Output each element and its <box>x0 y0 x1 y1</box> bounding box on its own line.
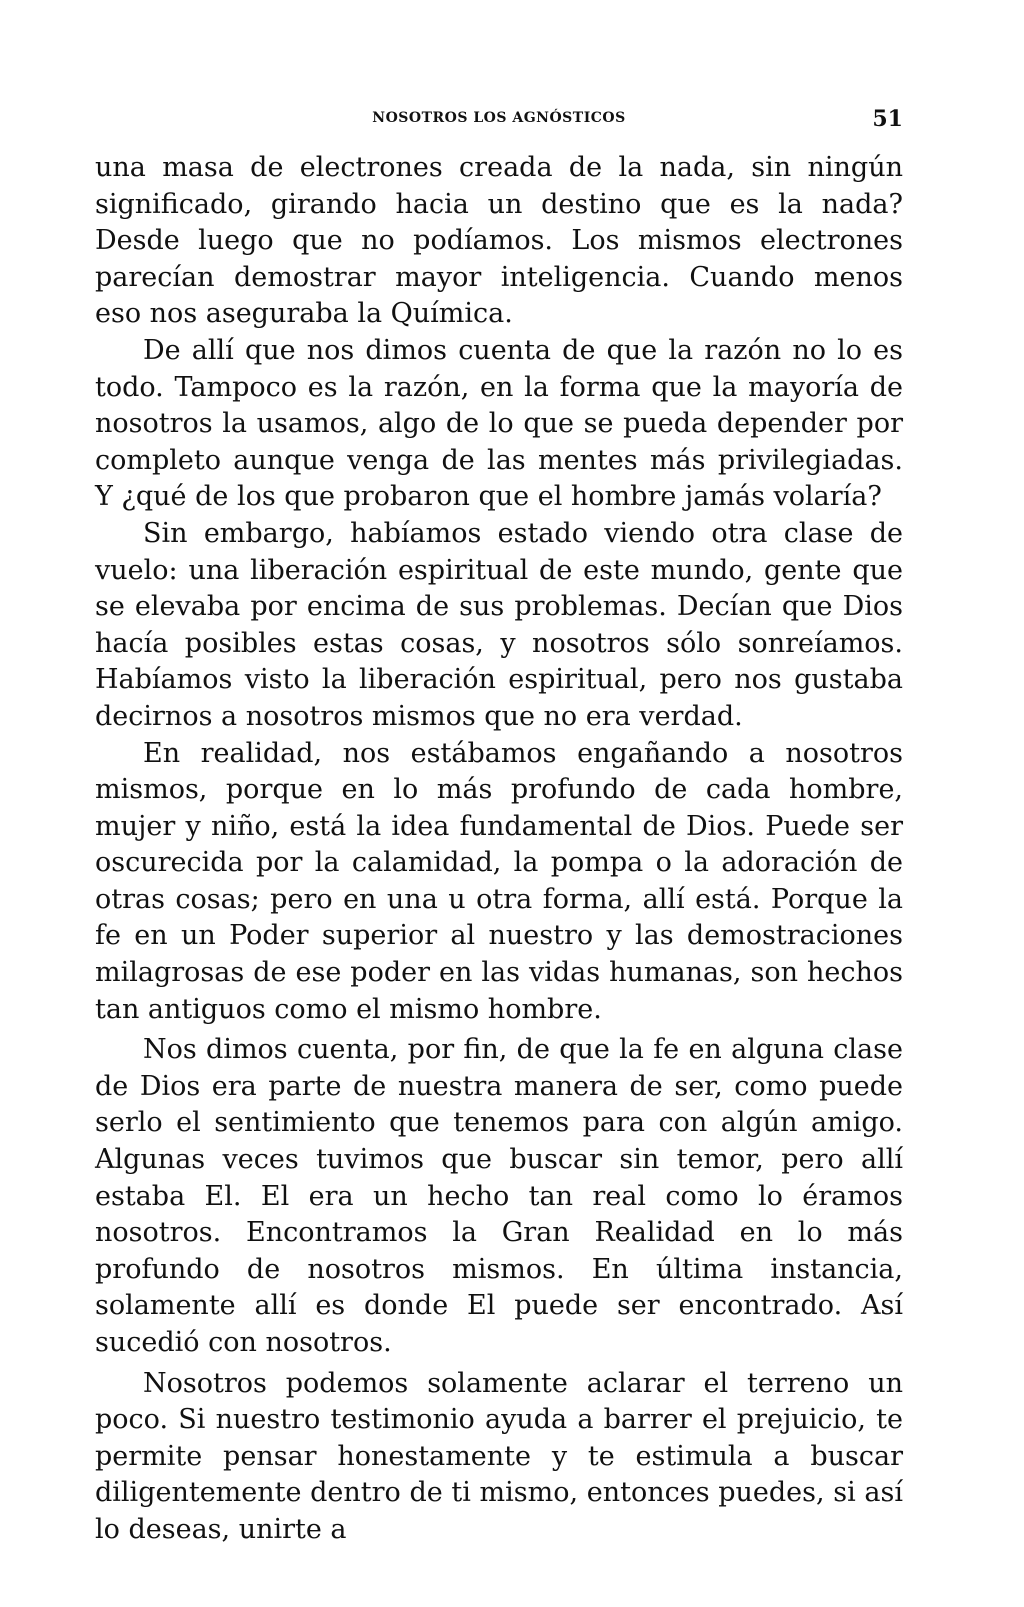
paragraph-5: Nos dimos cuenta, por fin, de que la fe en alguna clase de Dios era parte de nuestra manera de ser, como puede serlo el sentimiento que tenemos para con algún amigo. Algunas veces tuvimos que buscar sin temor, pero allí estaba El. El era un hecho tan real como lo éramos nosotros. Encontramos la Gran Realidad en lo más profundo de nosotros mismos. En última instancia, solamente allí es donde El puede ser encontrado. Así sucedió con nosotros. <box>95 1034 903 1358</box>
paragraph-1: una masa de electrones creada de la nada, sin ningún significado, girando hacia un destino que es la nada? Desde luego que no podíamos. Los mismos electrones parecían demostrar mayor inteligencia. Cuando menos eso nos aseguraba la Química. <box>95 152 903 330</box>
running-title: NOSOTROS LOS AGNÓSTICOS <box>372 110 626 126</box>
paragraph-3: Sin embargo, habíamos estado viendo otra clase de vuelo: una liberación espiritual de este mundo, gente que se elevaba por encima de sus problemas. Decían que Dios hacía posibles estas cosas, y nosotros sólo sonreíamos. Habíamos visto la liberación espiritual, pero nos gustaba decirnos a nosotros mismos que no era verdad. <box>95 517 903 732</box>
page-number: 51 <box>872 106 903 132</box>
book-page <box>95 106 903 1570</box>
paragraph-6: Nosotros podemos solamente aclarar el terreno un poco. Si nuestro testimonio ayuda a barrer el prejuicio, te permite pensar honestamente y te estimula a buscar diligentemente dentro de ti mismo, entonces puedes, si así lo deseas, unirte a <box>95 1367 903 1545</box>
paragraph-2: De allí que nos dimos cuenta de que la razón no lo es todo. Tampoco es la razón, en la forma que la mayoría de nosotros la usamos, algo de lo que se pueda depender por completo aunque venga de las mentes más privilegiadas. Y ¿qué de los que probaron que el hombre jamás volaría? <box>95 334 903 513</box>
running-head <box>95 106 903 150</box>
paragraph-4: En realidad, nos estábamos engañando a nosotros mismos, porque en lo más profundo de cada hombre, mujer y niño, está la idea fundamental de Dios. Puede ser oscurecida por la calamidad, la pompa o la adoración de otras cosas; pero en una u otra forma, allí está. Porque la fe en un Poder superior al nuestro y las demostraciones milagrosas de ese poder en las vidas humanas, son hechos tan antiguos como el mismo hombre. <box>95 737 903 1025</box>
body-text <box>95 150 903 1549</box>
